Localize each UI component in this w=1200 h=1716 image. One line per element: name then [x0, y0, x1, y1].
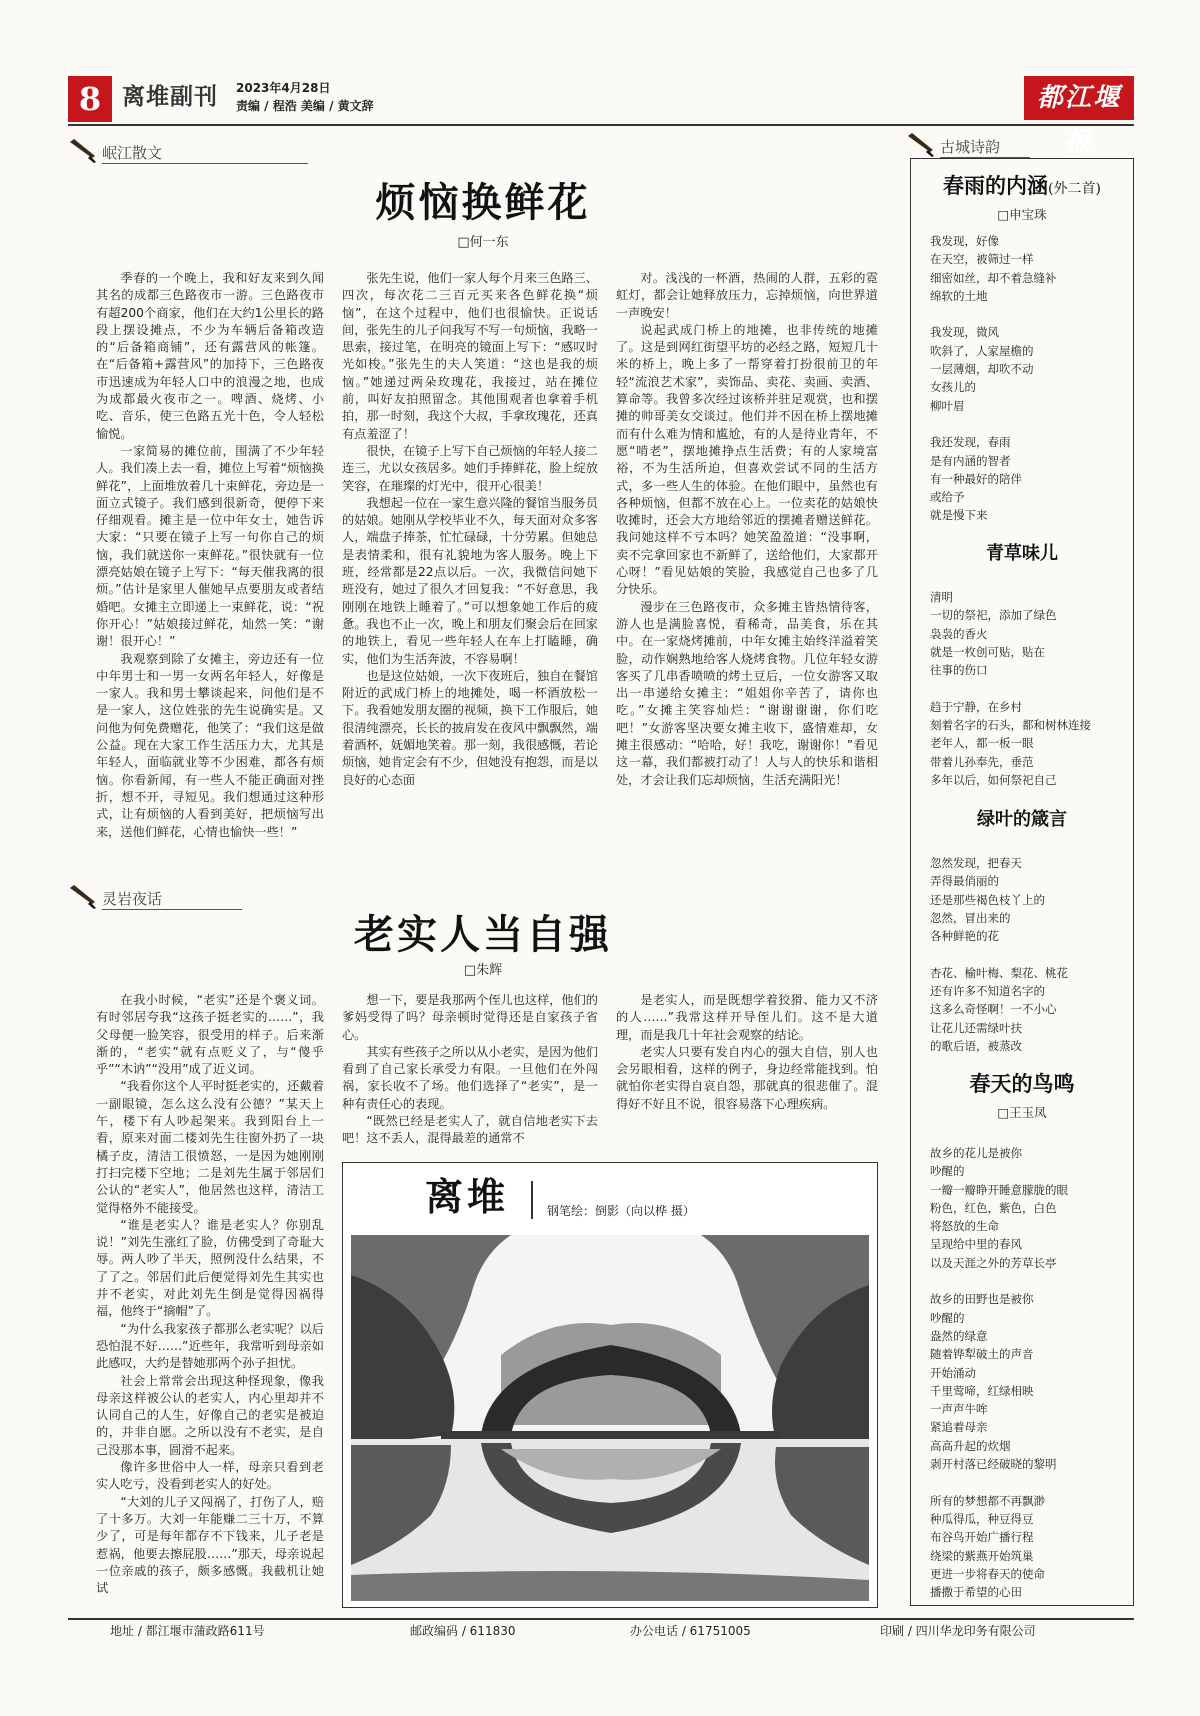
paragraph: 很快，在镜子上写下自己烦恼的年轻人接二连三，尤以女孩居多。她们手捧鲜花，脸上绽放笑容，在璀璨的灯光中，很开心很美！: [342, 443, 598, 493]
article-title: 老实人当自强: [354, 911, 612, 958]
tag-underline: [102, 163, 308, 164]
column-tag-essay: [68, 888, 308, 910]
article2-column-3: [616, 992, 878, 1152]
poem-body: 忽然发现，把春天 弄得最俏丽的 还是那些褐色枝丫上的 忽然，冒出来的 各种鲜艳的花 杏花、榆叶梅、梨花、桃花 还有许多不知道名字的 这多么奇怪啊！一不小心 让花儿还需绿叶扶 的歌后语，被蒸改: [930, 856, 1068, 1053]
paragraph: 我观察到除了女摊主，旁边还有一位中年男士和一男一女两名年轻人，好像是一家人。我和男士攀谈起来，问他们是不是一家人，这位姓张的先生说确实是。又问他为何免费赠花，他笑了：“我们这是做公益。现在大家工作生活压力大，尤其是年轻人，面临就业等不少困难，都各有烦恼。你看新闻，有一些人不能正确面对挫折，想不开，寻短见。我们想通过这种形式，让有烦恼的人看到美好，把烦恼写出来，送他们鲜花，心情也愉快一些！”: [96, 651, 324, 839]
bridge-drawing-image: [351, 1235, 869, 1601]
masthead-rule: [68, 124, 1134, 126]
column-tag-prose: [68, 142, 308, 164]
paragraph: 漫步在三色路夜市，众多摊主皆热情待客，游人也是满脸喜悦，看稀奇，品美食，乐在其中。在一家烧烤摊前，中年女摊主始终洋溢着笑脸，动作娴熟地给客人烧烤食物。几位年轻女游客买了几串香喷喷的烤土豆后，一位女游客又取出一串递给女摊主：“姐姐你辛苦了，请你也吃。”女摊主笑容灿烂：“谢谢谢谢，你们吃吧！”女游客坚决要女摊主收下，盛情难却，女摊主很感动：“哈哈，好！我吃，谢谢你！”看见这一幕，我们都被打动了！人与人的快乐和谐相处，才会让我们忘却烦恼，生活充满阳光！: [616, 599, 878, 787]
poem-title: 绿叶的箴言: [977, 809, 1067, 830]
paragraph: 我想起一位在一家生意兴隆的餐馆当服务员的姑娘。她刚从学校毕业不久，每天面对众多客人，端盘子捧茶，忙忙碌碌，十分劳累。但她总是表情柔和，很有礼貌地为客人服务。晚上下班，经常都是22点以后。一次，我微信问她下班没有，她过了很久才回复我：“不好意思，我刚刚在地铁上睡着了。”可以想象她工作后的疲惫。我也不止一次，晚上和朋友们聚会后在回家的地铁上，看见一些年轻人在车上打瞌睡，确实，他们为生活奔波，不容易啊！: [342, 495, 598, 666]
section-name: 离堆副刊: [122, 84, 218, 110]
column-tag-poetry: [906, 136, 1106, 158]
poem-title-text: 春雨的内涵: [943, 173, 1049, 198]
paragraph: “既然已经是老实人了，就自信地老实下去吧！这不丢人，混得最差的通常不: [342, 1114, 598, 1146]
paragraph: “为什么我家孩子都那么老实呢？以后恐怕混不好……”近些年，我常听到母亲如此感叹，大约是替她那两个孙子担忧。: [96, 1321, 324, 1371]
paragraph: 张先生说，他们一家人每个月来三色路三、四次，每次花二三百元买来各色鲜花换“烦恼”，在这个过程中，他们也很愉快。正说话间，张先生的儿子问我写不写一句烦恼，我略一思索，接过笔，在明亮的镜面上写下：“感叹时光如梭。”张先生的夫人笑道：“这也是我的烦恼。”她递过两朵玫瑰花，我接过，站在摊位前，叫好友拍照留念。其他围观者也拿着手机拍，那一时刻，我这个大叔，手拿玫瑰花，还真有点羞涩了！: [342, 271, 598, 441]
paragraph: 社会上常常会出现这种怪现象，像我母亲这样被公认的老实人，内心里却并不认同自己的人生，好像自己的老实是被迫的，并非自愿。之所以没有不老实，是自己没那本事，圆滑不起来。: [96, 1373, 324, 1457]
paragraph: 也是这位姑娘，一次下夜班后，独自在餐馆附近的武成门桥上的地摊处，喝一杯酒放松一下。我看她发朋友圈的视频，换下工作服后，她很清纯漂亮，长长的披肩发在夜风中飘飘然，端着酒杯，妩媚地笑着。那一刻，我很感慨，若论烦恼，她肯定会有不少，但她没有抱怨，而是以良好的心态面: [342, 668, 598, 787]
footer-postcode: 邮政编码 / 611830: [410, 1624, 516, 1638]
footer-rule: [68, 1618, 1134, 1620]
article2-column-1: [96, 992, 324, 1606]
poem-title: 春天的鸟鸣: [969, 1071, 1075, 1096]
poem-body: 清明 一切的祭祀，添加了绿色 袅袅的香火 就是一枚创可贴，贴在 往事的伤口 趋于宁静，在乡村 刻着名字的石头，都和树林连接 老年人，都一板一眼 带着儿孙奉先，垂范 多年以后，如何祭祀自己: [930, 590, 1091, 787]
issue-date: 2023年4月28日: [236, 81, 331, 95]
article1-column-1: [96, 270, 324, 850]
paragraph: 说起武成门桥上的地摊，也非传统的地摊了。这是到网红街望平坊的必经之路，短短几十米的桥上，晚上多了一帮穿着打扮很前卫的年轻“流浪艺术家”，卖饰品、卖花、卖画、卖酒、算命等。我曾多次经过该桥并驻足观赏，也和摆摊的帅哥美女交谈过。他们并不因在桥上摆地摊而有什么难为情和尴尬，有的人是待业青年，不愿“啃老”，摆地摊挣点生活费；有的人家境富裕，不为生活所迫，但喜欢尝试不同的生活方式，多一些人生的体验。在他们眼中，虽然也有各种烦恼，但都不放在心上。一位卖花的姑娘快收摊时，还会大方地给邻近的摆摊者赠送鲜花。我问她这样不亏本吗？她笑盈盈道：“没事啊，卖不完拿回家也不新鲜了，送给他们，大家都开心呀！”看见姑娘的笑脸，我感觉自己也多了几分快乐。: [616, 322, 878, 597]
article-byline: □朱辉: [463, 963, 503, 978]
artwork-divider: [531, 1181, 533, 1219]
footer-phone: 办公电话 / 61751005: [630, 1624, 751, 1638]
footer-printer: 印刷 / 四川华龙印务有限公司: [880, 1624, 1036, 1638]
paragraph: 老实人只要有发自内心的强大自信，别人也会另眼相看，这样的例子，身边经常能找到。怕就怕你老实得自哀自怨，那就真的很悲催了。混得好不好且不说，很容易落下心理疾病。: [616, 1044, 878, 1111]
article-byline: □何一东: [457, 235, 509, 250]
poem-main-title: [910, 174, 1134, 201]
column-name: 灵岩夜话: [102, 890, 163, 908]
brush-icon: [906, 130, 936, 158]
poem-body: 故乡的花儿是被你 吵醒的 一瓣一瓣睁开睡意朦胧的眼 粉色，红色，紫色，白色 将怒放的生命 呈现给中里的春风 以及天涯之外的芳草长亭 故乡的田野也是被你 吵醒的 盎然的绿意 随着铧犁破土的声音 开始涌动 千里莺啼，红绿相映 一声声牛哞 紧追着母亲 高高升起的炊烟 剥开村落已经破晓的黎明 所有的梦想都不再飘渺 种瓜得瓜，种豆得豆 布谷鸟开始广播行程 绕梁的紫燕开始筑巢 更进一步将春天的使命 播撒于希望的心田: [930, 1146, 1068, 1600]
brush-icon: [68, 136, 98, 164]
paragraph: 季春的一个晚上，我和好友来到久闻其名的成都三色路夜市一游。三色路夜市有超200个商家，他们在大约1公里长的路段上摆设摊点，不少为车辆后备箱改造的“后备箱商铺”，还有露营风的帐篷。在“后备箱+露营风”的加持下，三色路夜市迅速成为年轻人口中的浪漫之地，也成为成都最火夜市之一。啤酒、烧烤、小吃、音乐，使三色路五光十色，令人轻松愉悦。: [96, 271, 324, 441]
paragraph: 像许多世俗中人一样，母亲只看到老实人吃亏，没看到老实人的好处。: [96, 1460, 324, 1492]
article2-column-2: [342, 992, 598, 1152]
paragraph: 对。浅浅的一杯酒，热闹的人群，五彩的霓虹灯，都会让她释放压力，忘掉烦恼，向世界道一声晚安！: [616, 271, 878, 320]
paragraph: 其实有些孩子之所以从小老实，是因为他们看到了自己家长承受力有限。一旦他们在外闯祸，家长收不了场。他们选择了“老实”，是一种有责任心的表现。: [342, 1044, 598, 1111]
poem-author: □王玉凤: [997, 1105, 1047, 1120]
article-title: 烦恼换鲜花: [375, 179, 591, 226]
column-name: 岷江散文: [102, 144, 163, 162]
editor-credits: 责编 / 程浩 美编 / 黄文辞: [236, 99, 374, 113]
artwork-panel: [342, 1162, 878, 1608]
footer-address: 地址 / 都江堰市蒲政路611号: [110, 1624, 265, 1638]
column-name: 古城诗韵: [940, 138, 1001, 156]
poem-author: □申宝珠: [997, 207, 1047, 222]
article1-column-3: [616, 270, 878, 850]
artwork-title: 离堆: [425, 1174, 510, 1219]
paragraph: “大刘的儿子又闯祸了，打伤了人，赔了十多万。大刘一年能赚二三十万，不算少了，可是每年都存不下钱来，儿子老是惹祸，他要去擦屁股……”那天，母亲说起一位亲戚的孩子，颇多感慨。我截机让她试: [96, 1494, 324, 1596]
poem-body: 我发现，好像 在天空，被筛过一样 细密如丝，却不着急缝补 绵软的土地 我发现，微风 吹斜了，人家屋檐的 一层薄烟，却吹不动 女孩儿的 柳叶眉 我还发现，春雨 是有内涵的智者 有一种最好的陪伴 或给予 就是慢下来: [930, 234, 1057, 523]
paragraph: 想一下，要是我那两个侄儿也这样，他们的爹妈受得了吗？母亲顿时觉得还是自家孩子省心。: [342, 993, 598, 1042]
article1-column-2: [342, 270, 598, 850]
artwork-credit: 钢笔绘：倒影（向以桦 摄）: [547, 1204, 695, 1218]
poem-title-suffix: (外二首): [1048, 181, 1101, 197]
paragraph: 一家简易的摊位前，围满了不少年轻人。我们凑上去一看，摊位上写着“烦恼换鲜花”，上面堆放着几十束鲜花，旁边是一面立式镜子。我们感到很新奇，便停下来仔细观看。摊主是一位中年女士，她告诉大家：“只要在镜子上写一句你自己的烦恼，我们就送你一束鲜花。”很快就有一位漂亮姑娘在镜子上写下：“每天催我离的很烦。”估计是家里人催她早点要朋友或者结婚吧。女摊主立即递上一束鲜花，说：“祝你开心！”姑娘接过鲜花，灿然一笑：“谢谢！很开心！”: [96, 443, 324, 649]
paragraph: 在我小时候，“老实”还是个褒义词。有时邻居夸我“这孩子挺老实的……”，我父母便一脸笑容，很受用的样子。后来渐渐的，“老实”就有点贬义了，与“傻乎乎”“木讷”“没用”成了近义词。: [96, 993, 324, 1077]
newspaper-logo: 都江堰报: [1024, 76, 1134, 120]
poem-title: 青草味儿: [986, 543, 1058, 564]
paragraph: “谁是老实人？谁是老实人？你别乱说！”刘先生涨红了脸，仿佛受到了奇耻大辱。两人吵了半天，照例没什么结果，不了了之。邻居们此后便觉得刘先生其实也并不老实，对此刘先生倒是觉得因祸得福，他终于“摘帽”了。: [96, 1217, 324, 1319]
page-number: 8: [68, 76, 112, 122]
brush-icon: [68, 882, 98, 910]
paragraph: 是老实人，而是既想学着狡猾、能力又不济的人……”我常这样开导侄儿们。这不是大道理，而是我几十年社会观察的结论。: [616, 993, 878, 1042]
paragraph: “我看你这个人平时挺老实的，还戴着一副眼镜，怎么这么没有公德？”某天上午，楼下有人吵起架来。我到阳台上一看，原来对面二楼刘先生往窗外扔了一块橘子皮，清洁工很愤怒，一是因为她刚刚打扫完楼下空地；二是刘先生属于邻居们公认的“老实人”，他居然也这样，清洁工觉得格外不能接受。: [96, 1079, 324, 1215]
